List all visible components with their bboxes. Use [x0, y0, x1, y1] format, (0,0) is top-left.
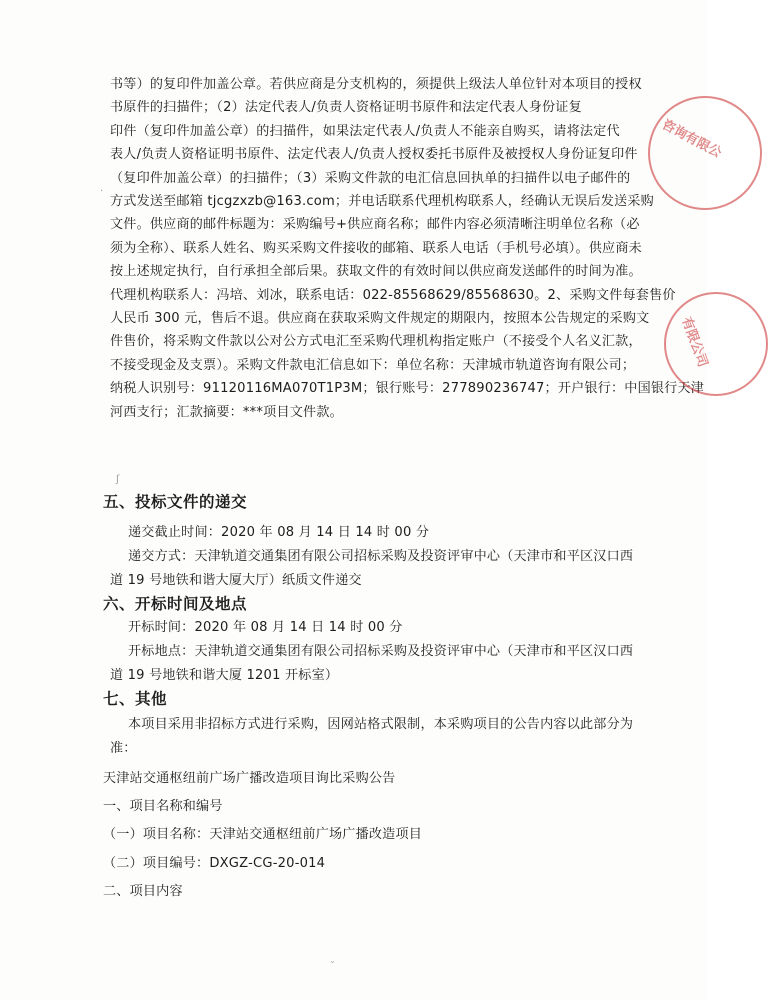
project-number: （二）项目编号：DXGZ-CG-20-014 — [103, 856, 326, 871]
paragraph-line: 书原件的扫描件；（2）法定代表人/负责人资格证明书原件和法定代表人身份证复 — [110, 100, 582, 116]
other-note-line2: 准： — [110, 741, 137, 756]
paragraph-line: 件售价，将采购文件款以公对公方式电汇至采购代理机构指定账户（不接受个人名义汇款， — [110, 334, 642, 350]
section-heading-submission: 五、投标文件的递交 — [103, 493, 248, 511]
company-seal-top — [648, 96, 762, 210]
section-heading-other: 七、其他 — [103, 690, 168, 708]
scan-mark: · — [100, 186, 104, 197]
opening-time: 开标时间：2020 年 08 月 14 日 14 时 00 分 — [128, 620, 403, 635]
submission-method-line1: 递交方式：天津轨道交通集团有限公司招标采购及投资评审中心（天津市和平区汉口西 — [128, 549, 634, 564]
scan-mark: ʃ — [116, 474, 120, 485]
announcement-item2-heading: 二、项目内容 — [103, 884, 183, 899]
paragraph-line: 文件。供应商的邮件标题为：采购编号+供应商名称；邮件内容必须清晰注明单位名称（必 — [110, 217, 640, 233]
paragraph-line: 按上述规定执行，自行承担全部后果。获取文件的有效时间以供应商发送邮件的时间为准。 — [110, 264, 642, 280]
paragraph-block — [110, 73, 705, 424]
section-heading-opening: 六、开标时间及地点 — [103, 595, 248, 613]
paragraph-line: 河西支行；汇款摘要：***项目文件款。 — [110, 404, 343, 420]
announcement-item1-heading: 一、项目名称和编号 — [103, 799, 223, 814]
opening-place-line1: 开标地点：天津轨道交通集团有限公司招标采购及投资评审中心（天津市和平区汉口西 — [128, 644, 634, 659]
announcement-title: 天津站交通枢纽前广场广播改造项目询比采购公告 — [103, 771, 396, 786]
paragraph-line: 代理机构联系人：冯培、刘冰，联系电话：022-85568629/85568630。2、采购文件每套售价 — [110, 287, 676, 303]
submission-method-line2: 道 19 号地铁和谐大厦大厅）纸质文件递交 — [110, 573, 362, 588]
paragraph-line: 不接受现金及支票）。采购文件款电汇信息如下：单位名称：天津城市轨道咨询有限公司； — [110, 357, 636, 373]
project-name: （一）项目名称：天津站交通枢纽前广场广播改造项目 — [103, 827, 423, 842]
paragraph-line: 人民币 300 元，售后不退。供应商在获取采购文件规定的期限内，按照本公告规定的采购文 — [110, 311, 650, 327]
paragraph-line: 纳税人识别号：91120116MA070T1P3M；银行账号：277890236747；开户银行：中国银行天津 — [110, 381, 705, 397]
paragraph-line: （复印件加盖公章）的扫描件；（3）采购文件款的电汇信息回执单的扫描件以电子邮件的 — [110, 170, 631, 186]
paragraph-line: 方式发送至邮箱 tjcgzxzb@163.com；并电话联系代理机构联系人，经确认无误后发送采购 — [110, 194, 654, 210]
other-note-line1: 本项目采用非招标方式进行采购，因网站格式限制，本采购项目的公告内容以此部分为 — [128, 717, 634, 732]
seal-text-bottom: 有限公司 — [678, 315, 711, 370]
paragraph-line: 须为全称）、联系人姓名、购买采购文件接收的邮箱、联系人电话（手机号必填）。供应商未 — [110, 240, 642, 256]
scan-mark: ˇ — [330, 961, 335, 972]
company-seal-bottom — [664, 292, 768, 396]
opening-place-line2: 道 19 号地铁和谐大厦 1201 开标室） — [110, 668, 339, 683]
submission-deadline: 递交截止时间：2020 年 08 月 14 日 14 时 00 分 — [128, 525, 430, 540]
paragraph-line: 印件（复印件加盖公章）的扫描件，如果法定代表人/负责人不能亲自购买，请将法定代 — [110, 123, 620, 139]
paragraph-line: 书等）的复印件加盖公章。若供应商是分支机构的，须提供上级法人单位针对本项目的授权 — [110, 77, 642, 92]
paragraph-line: 表人/负责人资格证明书原件、法定代表人/负责人授权委托书原件及被授权人身份证复印件 — [110, 147, 638, 163]
seal-text-top: 咨询有限公 — [659, 117, 724, 162]
